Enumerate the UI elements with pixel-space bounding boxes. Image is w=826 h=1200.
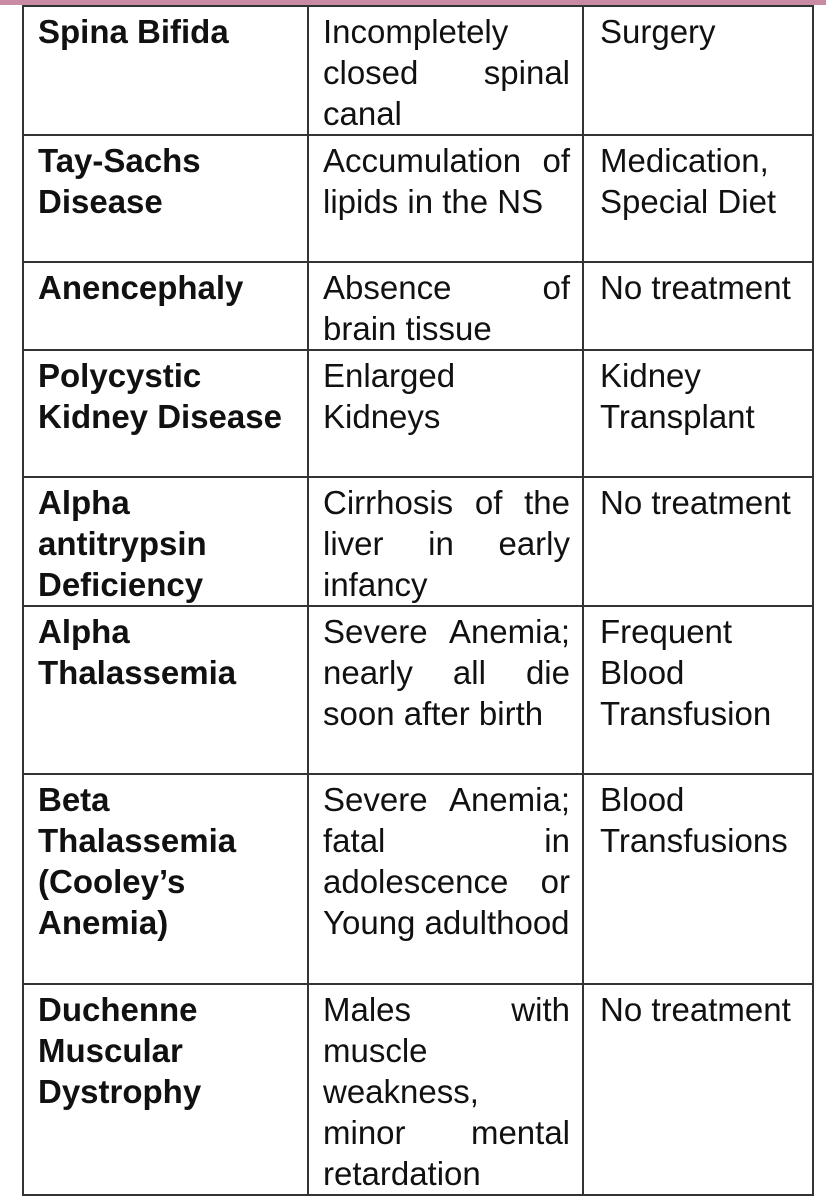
table-row — [23, 6, 813, 135]
genetic-disorders-table — [22, 5, 814, 1196]
table-row — [23, 477, 813, 606]
description-cell: Cirrhosis of the liver in early infancy — [308, 477, 583, 606]
treatment-cell: No treatment — [583, 262, 813, 350]
table-row — [23, 350, 813, 477]
treatment-cell: Frequent Blood Transfusion — [583, 606, 813, 774]
disorder-name-cell: Tay-Sachs Disease — [23, 135, 308, 262]
description-cell: Severe Anemia; fatal in adolescence or Young adulthood — [308, 774, 583, 984]
description-cell: Absence of brain tissue — [308, 262, 583, 350]
table-row — [23, 135, 813, 262]
description-cell: Males with muscle weakness, minor mental retardation — [308, 984, 583, 1195]
disorder-name-cell: Polycystic Kidney Disease — [23, 350, 308, 477]
description-cell: Severe Anemia; nearly all die soon after birth — [308, 606, 583, 774]
disorder-name-cell: Spina Bifida — [23, 6, 308, 135]
treatment-cell: No treatment — [583, 984, 813, 1195]
disorder-name-cell: Duchenne Muscular Dystrophy — [23, 984, 308, 1195]
table-row — [23, 774, 813, 984]
treatment-cell: Kidney Transplant — [583, 350, 813, 477]
treatment-cell: No treatment — [583, 477, 813, 606]
treatment-cell: Blood Transfusions — [583, 774, 813, 984]
disorder-name-cell: Beta Thalassemia (Cooley’s Anemia) — [23, 774, 308, 984]
treatment-cell: Medication, Special Diet — [583, 135, 813, 262]
table-row — [23, 606, 813, 774]
description-cell: Enlarged Kidneys — [308, 350, 583, 477]
table-row — [23, 262, 813, 350]
description-cell: Incompletely closed spinal canal — [308, 6, 583, 135]
disorder-name-cell: Alpha antitrypsin Deficiency — [23, 477, 308, 606]
disorder-name-cell: Anencephaly — [23, 262, 308, 350]
disorder-name-cell: Alpha Thalassemia — [23, 606, 308, 774]
table-row — [23, 984, 813, 1195]
description-cell: Accumulation of lipids in the NS — [308, 135, 583, 262]
treatment-cell: Surgery — [583, 6, 813, 135]
